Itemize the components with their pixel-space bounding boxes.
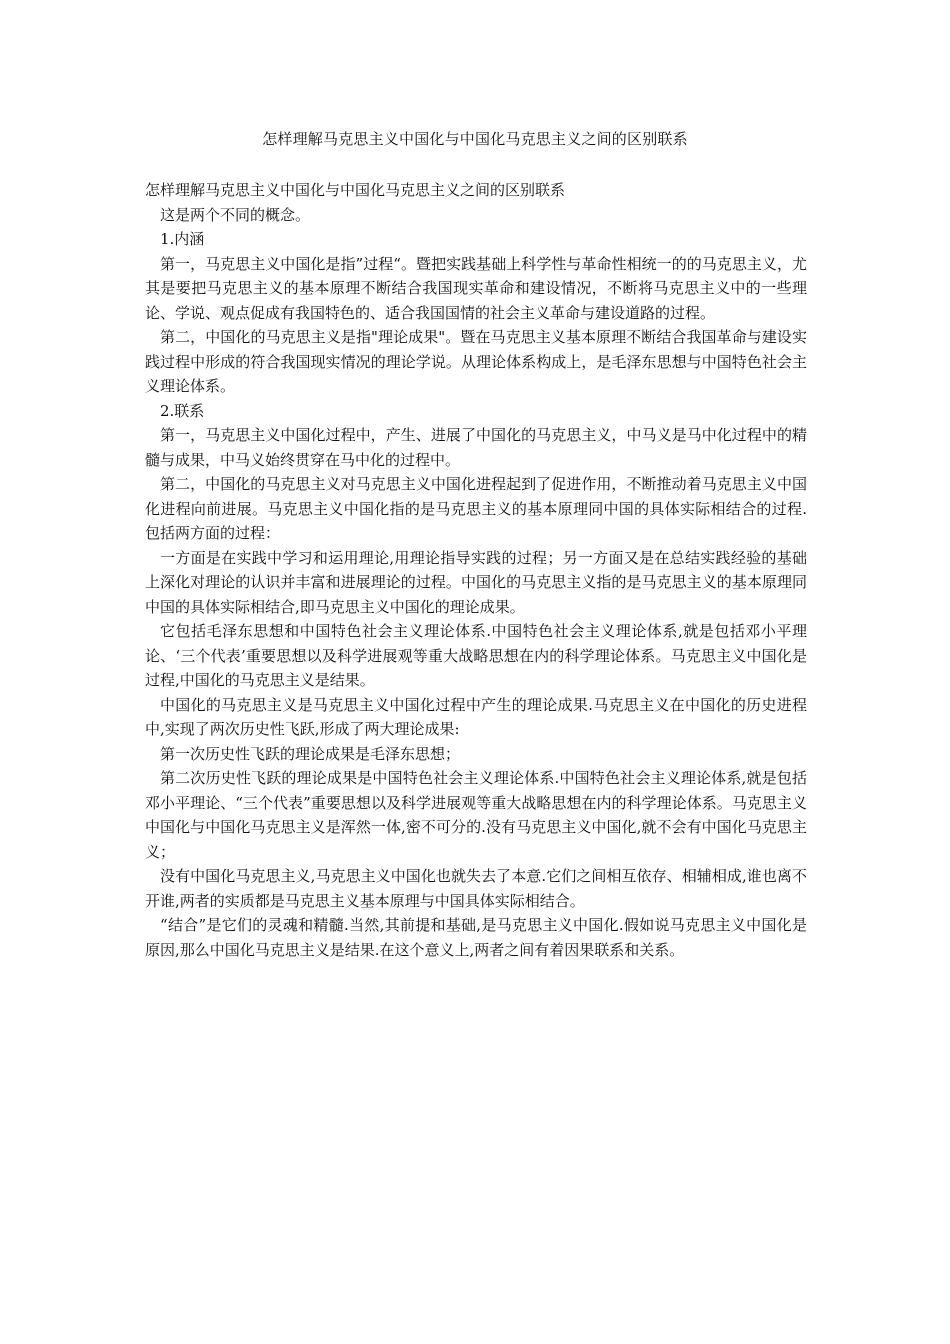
- section-heading-connotation: 1.内涵: [160, 230, 205, 248]
- paragraph: “结合”是它们的灵魂和精髓.当然,其前提和基础,是马克思主义中国化.假如说马克思主义中国化是原因,那么中国化马克思主义是结果.在这个意义上,两者之间有着因果联系和关系。: [145, 916, 807, 959]
- body-heading: 怎样理解马克思主义中国化与中国化马克思主义之间的区别联系: [145, 181, 566, 199]
- paragraph: 第一次历史性飞跃的理论成果是毛泽东思想；: [160, 744, 461, 763]
- paragraph: 第一，马克思主义中国化过程中，产生、进展了中国化的马克思主义，中马义是马中化过程中的精髓与成果，中马义始终贯穿在马中化的过程中。: [145, 426, 807, 469]
- paragraph: 这是两个不同的概念。: [160, 205, 311, 224]
- document-body: [145, 178, 807, 962]
- section-heading-connection: 2.联系: [160, 401, 205, 420]
- paragraph: 第一，马克思主义中国化是指”过程“。暨把实践基础上科学性与革命性相统一的的马克思主义，尤其是要把马克思主义的基本原理不断结合我国现实革命和建设情况，不断将马克思主义中的一些理论、学说、观点促成有我国特色的、适合我国国情的社会主义革命与建设道路的过程。: [145, 254, 807, 322]
- paragraph: 它包括毛泽东思想和中国特色社会主义理论体系.中国特色社会主义理论体系,就是包括邓小平理论、‘三个代表’重要思想以及科学进展观等重大战略思想在内的科学理论体系。马克思主义中国化是过程,中国化的马克思主义是结果。: [145, 622, 807, 689]
- paragraph: 没有中国化马克思主义,马克思主义中国化也就失去了本意.它们之间相互依存、相辅相成,谁也离不开谁,两者的实质都是马克思主义基本原理与中国具体实际相结合。: [145, 867, 807, 910]
- paragraph: 中国化的马克思主义是马克思主义中国化过程中产生的理论成果.马克思主义在中国化的历史进程中,实现了两次历史性飞跃,形成了两大理论成果:: [145, 695, 807, 738]
- paragraph: 一方面是在实践中学习和运用理论,用理论指导实践的过程；另一方面又是在总结实践经验的基础上深化对理论的认识并丰富和进展理论的过程。中国化的马克思主义指的是马克思主义的基本原理同中国的具体实际相结合,即马克思主义中国化的理论成果。: [145, 548, 807, 616]
- paragraph: 第二，中国化的马克思主义对马克思主义中国化进程起到了促进作用，不断推动着马克思主义中国化进程向前进展。马克思主义中国化指的是马克思主义的基本原理同中国的具体实际相结合的过程.包括两方面的过程：: [145, 475, 807, 542]
- page-title: 怎样理解马克思主义中国化与中国化马克思主义之间的区别联系: [262, 130, 688, 148]
- paragraph: 第二次历史性飞跃的理论成果是中国特色社会主义理论体系.中国特色社会主义理论体系,就是包括邓小平理论、“三个代表”重要思想以及科学进展观等重大战略思想在内的科学理论体系。马克思主义中国化与中国化马克思主义是浑然一体,密不可分的.没有马克思主义中国化,就不会有中国化马克思主义；: [145, 769, 807, 861]
- paragraph: 第二，中国化的马克思主义是指"理论成果"。暨在马克思主义基本原理不断结合我国革命与建设实践过程中形成的符合我国现实情况的理论学说。从理论体系构成上，是毛泽东思想与中国特色社会主义理论体系。: [145, 328, 807, 395]
